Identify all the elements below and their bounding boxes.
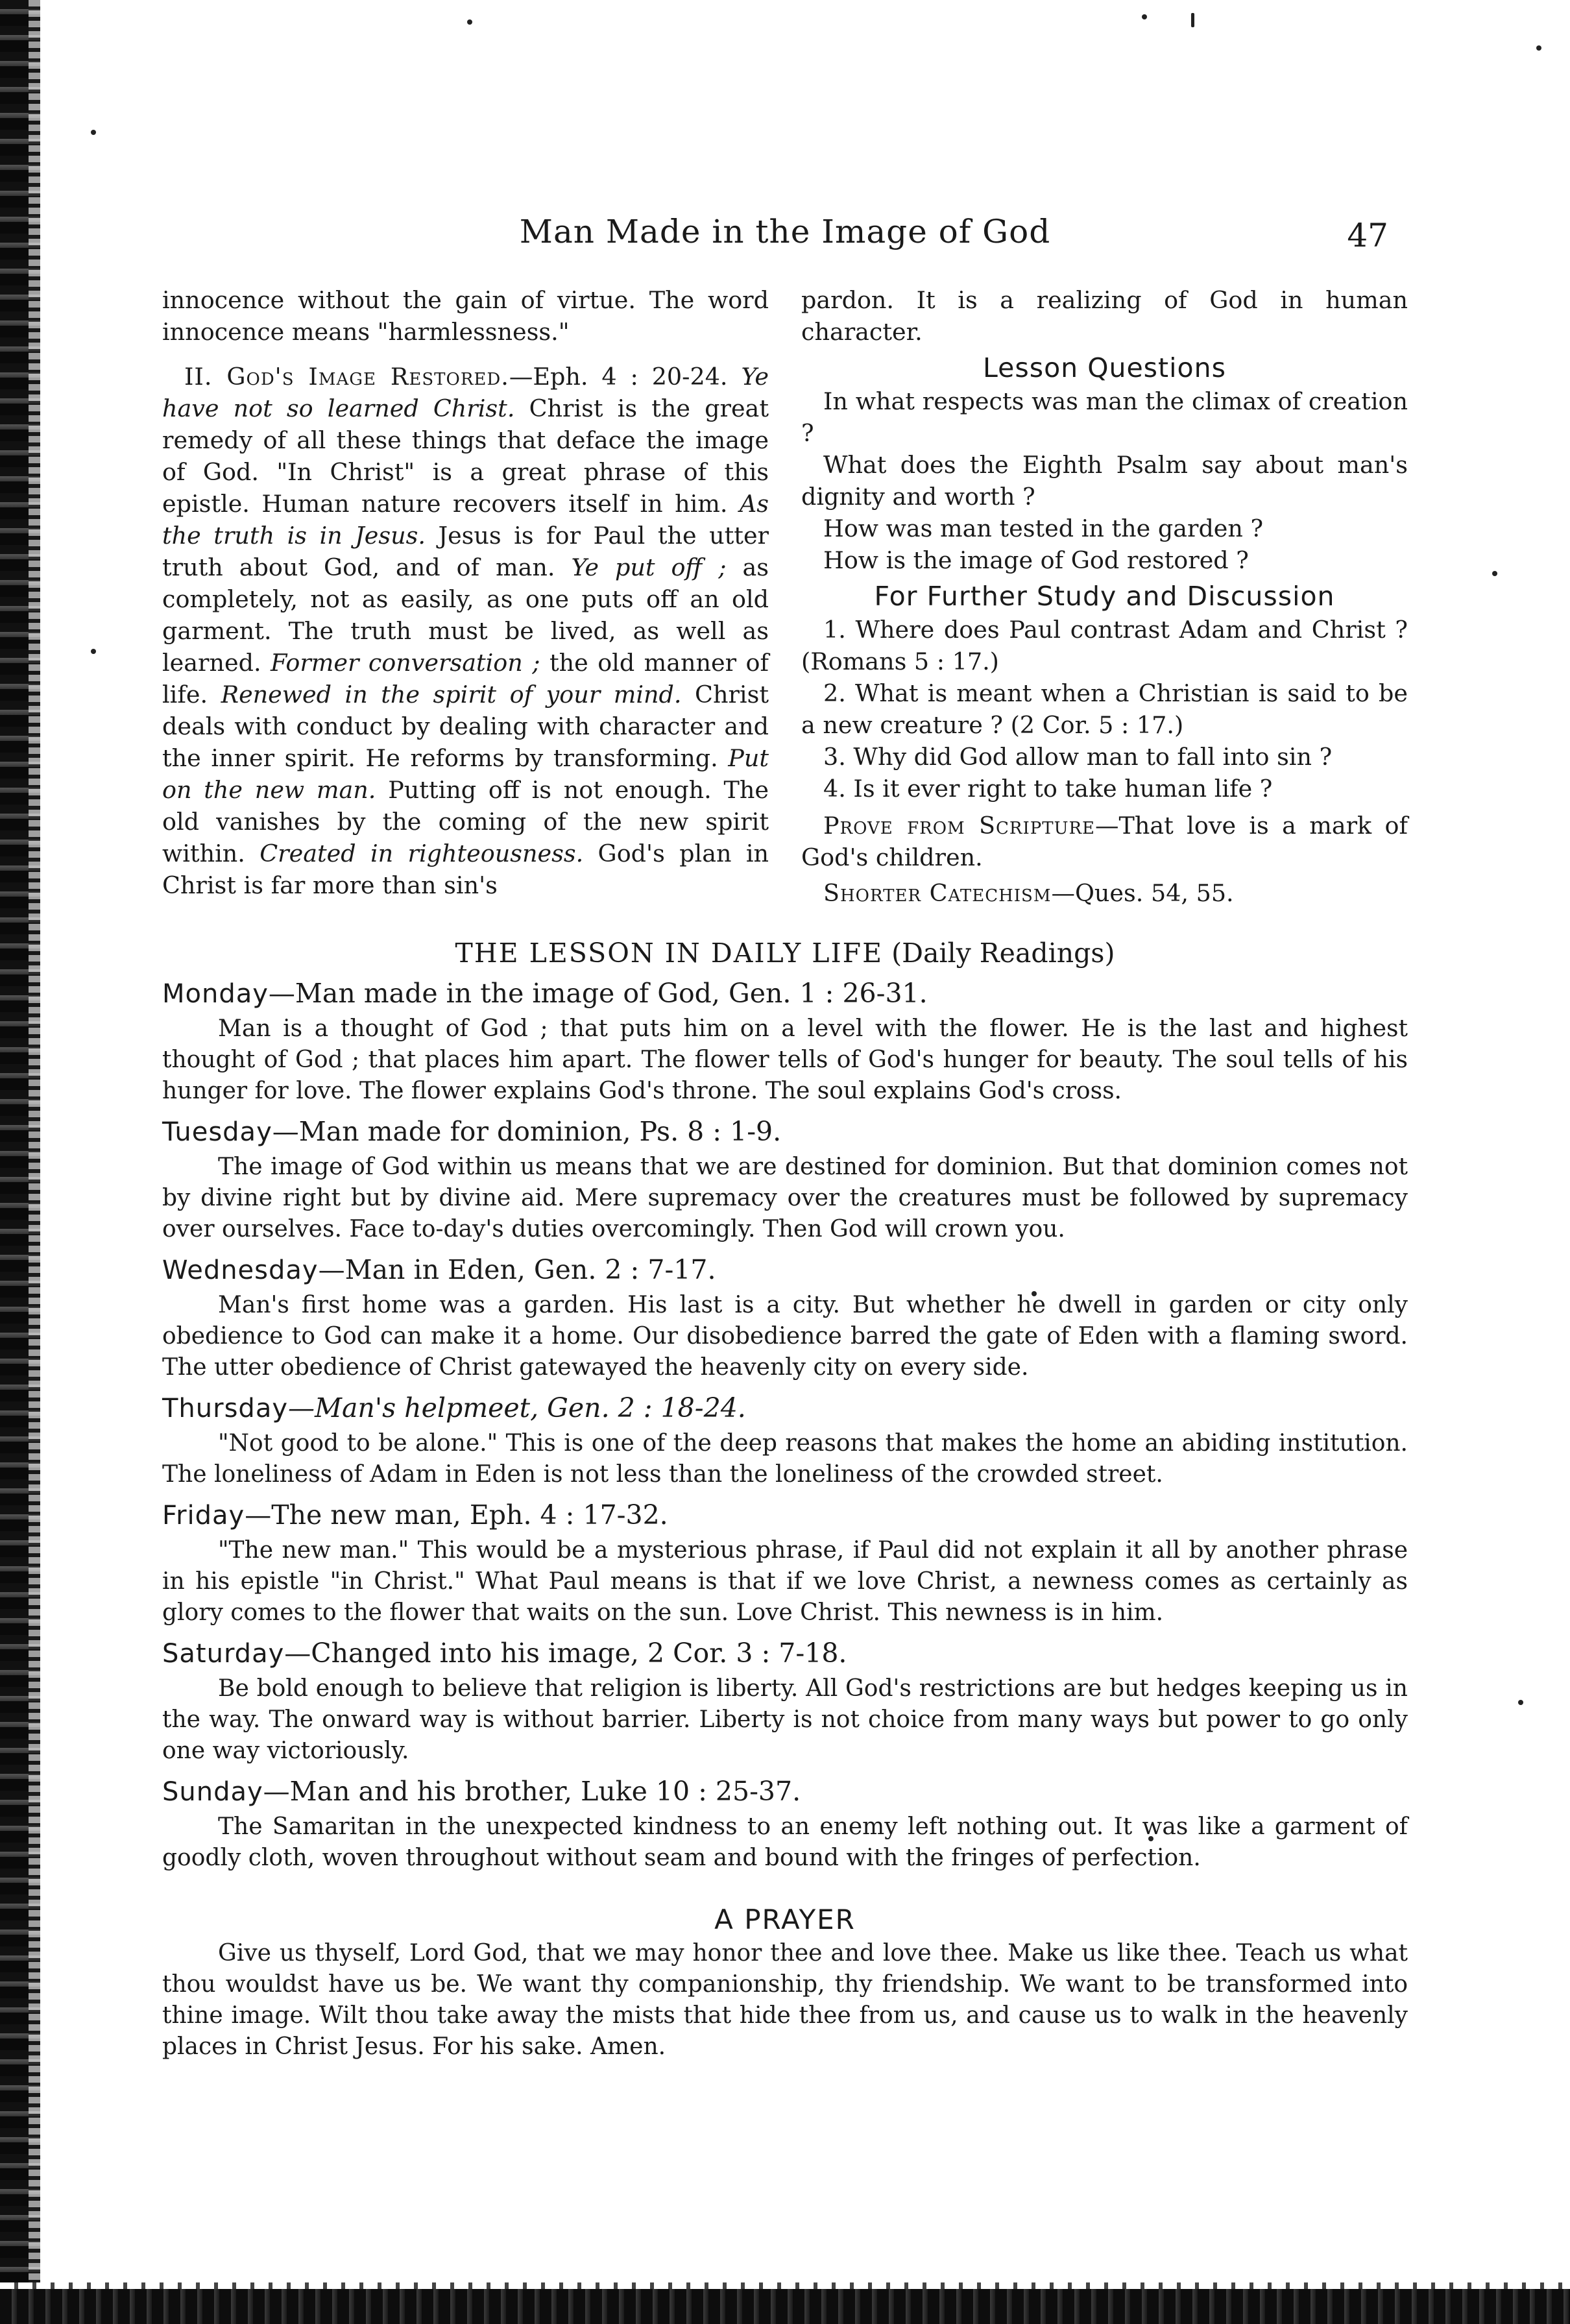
reading-title: —Man and his brother, Luke 10 : 25-37.	[263, 1776, 801, 1807]
day-name: Saturday	[162, 1639, 285, 1669]
daily-life-title: THE LESSON IN DAILY LIFE	[455, 938, 884, 969]
section-ref: —Eph. 4 : 20-24.	[509, 363, 728, 391]
day-name: Tuesday	[162, 1117, 272, 1147]
daily-life-heading	[162, 938, 1408, 969]
day-name: Wednesday	[162, 1255, 319, 1285]
daily-reading-item	[162, 1252, 1408, 1383]
quote-segment: As the truth is in Jesus.	[162, 490, 769, 550]
lesson-questions-list	[801, 385, 1408, 576]
prove-text: —That love is a mark of God's children.	[801, 812, 1408, 871]
daily-life-subheading: (Daily Readings)	[891, 938, 1115, 969]
text-segment: the old manner of life.	[162, 649, 769, 708]
page-bottom-edge	[0, 2289, 1570, 2324]
daily-reading-heading	[162, 1497, 1408, 1534]
reading-text: The Samaritan in the unexpected kindness to an enemy left nothing out. It was like a garment of goodly cloth, woven throughout without seam and bound with the fringes of perfection.	[162, 1813, 1408, 1871]
text-segment: as completely, not as easily, as one puts off an old garment. The truth must be lived, as well as learned.	[162, 553, 769, 677]
daily-reading-heading	[162, 1773, 1408, 1810]
text-segment: Christ is the great remedy of all these things that deface the image of God. "In Christ" is a great phrase of this epistle. Human nature recovers itself in him.	[162, 394, 769, 518]
left-paragraph-2	[162, 361, 769, 901]
left-paragraph-1: innocence without the gain of virtue. The word innocence means "harmlessness."	[162, 286, 769, 346]
prayer-heading: A PRAYER	[714, 1904, 856, 1935]
prayer-text: Give us thyself, Lord God, that we may honor thee and love thee. Make us like thee. Teach us what thou wouldst have us be. We want thy companionship, thy friendship. We want to be transformed into thine image. Wilt thou take away the mists that hide thee from us, and cause us to walk in the heavenly places in Christ Jesus. For his sake. Amen.	[162, 1940, 1408, 2060]
daily-reading-item	[162, 1113, 1408, 1245]
daily-reading-heading	[162, 1252, 1408, 1289]
reading-title: —Man made in the image of God, Gen. 1 : 26-31.	[268, 978, 928, 1009]
day-name: Monday	[162, 979, 269, 1009]
day-name: Sunday	[162, 1777, 263, 1807]
quote-segment: Ye put off ;	[571, 553, 727, 581]
reading-title: —The new man, Eph. 4 : 17-32.	[245, 1499, 668, 1531]
reading-title: —Man in Eden, Gen. 2 : 7-17.	[318, 1254, 716, 1285]
study-question: 1. Where does Paul contrast Adam and Christ ? (Romans 5 : 17.)	[801, 616, 1408, 675]
day-name: Thursday	[162, 1394, 288, 1423]
quote-segment: Renewed in the spirit of your mind.	[221, 681, 682, 708]
two-column-section	[162, 284, 1408, 909]
daily-reading-item	[162, 1497, 1408, 1628]
reading-text: The image of God within us means that we are destined for dominion. But that dominion comes not by divine right but by divine aid. Mere supremacy over the creatures must be followed by supremacy over ourselves. Face to-day's duties overcomingly. Then God will crown you.	[162, 1154, 1408, 1242]
catechism-text: —Ques. 54, 55.	[1051, 879, 1234, 907]
book-binding-edge	[0, 0, 40, 2324]
further-study-heading: For Further Study and Discussion	[874, 581, 1335, 612]
reading-text: "Not good to be alone." This is one of the deep reasons that makes the home an abiding institution. The loneliness of Adam in Eden is not less than the loneliness of the crowded street.	[162, 1430, 1408, 1488]
daily-reading-heading	[162, 1635, 1408, 1672]
lesson-question: In what respects was man the climax of creation ?	[801, 387, 1408, 447]
catechism-label: Shorter Catechism	[823, 879, 1052, 907]
daily-reading-heading	[162, 975, 1408, 1012]
right-column	[801, 284, 1408, 909]
prove-from-scripture	[801, 810, 1408, 873]
page-title: Man Made in the Image of God	[519, 213, 1051, 250]
lesson-question: How was man tested in the garden ?	[823, 514, 1264, 542]
text-segment: Jesus is for Paul the utter truth about God, and of man.	[162, 522, 769, 581]
daily-reading-item	[162, 975, 1408, 1107]
study-question: 3. Why did God allow man to fall into sin ?	[823, 743, 1333, 771]
left-column	[162, 284, 769, 909]
lesson-questions-heading: Lesson Questions	[983, 352, 1226, 383]
reading-title: —Man's helpmeet, Gen. 2 : 18-24.	[288, 1392, 746, 1423]
day-name: Friday	[162, 1501, 245, 1531]
daily-reading-heading	[162, 1390, 1408, 1427]
right-paragraph-1: pardon. It is a realizing of God in human character.	[801, 286, 1408, 346]
daily-reading-item	[162, 1773, 1408, 1874]
page-content	[162, 208, 1408, 2063]
running-header	[162, 208, 1408, 272]
reading-text: "The new man." This would be a mysterious phrase, if Paul did not explain it all by another phrase in his epistle "in Christ." What Paul means is that if we love Christ, a newness comes as certainly as glory comes to the flower that waits on the sun. Love Christ. This newness is in him.	[162, 1537, 1408, 1626]
text-segment: Christ deals with conduct by dealing with character and the inner spirit. He reforms by transforming.	[162, 681, 769, 772]
text-segment: Putting off is not enough. The old vanishes by the coming of the new spirit within.	[162, 776, 769, 867]
reading-text: Man's first home was a garden. His last is a city. But whether he dwell in garden or city only obedience to God can make it a home. Our disobedience barred the gate of Eden with a flaming sword. The utter obedience of Christ gatewayed the heavenly city on every side.	[162, 1292, 1408, 1381]
reading-text: Be bold enough to believe that religion is liberty. All God's restrictions are but hedges keeping us in the way. The onward way is without barrier. Liberty is not choice from many ways but power to go only one way victoriously.	[162, 1675, 1408, 1764]
daily-readings	[162, 975, 1408, 1874]
daily-reading-heading	[162, 1113, 1408, 1150]
daily-reading-item	[162, 1635, 1408, 1767]
text-segment: God's plan in Christ is far more than sin's	[162, 840, 769, 899]
reading-text: Man is a thought of God ; that puts him on a level with the flower. He is the last and highest thought of God ; that places him apart. The flower tells of God's hunger for beauty. The soul tells of his hunger for love. The flower explains God's throne. The soul explains God's cross.	[162, 1015, 1408, 1104]
study-question: 4. Is it ever right to take human life ?	[823, 775, 1273, 803]
daily-reading-item	[162, 1390, 1408, 1490]
prove-label: Prove from Scripture	[823, 812, 1096, 840]
quote-segment: Put on the new man.	[162, 744, 769, 804]
quote-segment: Ye have not so learned Christ.	[162, 363, 769, 422]
lesson-question: What does the Eighth Psalm say about man's dignity and worth ?	[801, 451, 1408, 511]
quote-segment: Former conversation ;	[271, 649, 540, 677]
reading-title: —Man made for dominion, Ps. 8 : 1-9.	[272, 1116, 782, 1147]
shorter-catechism	[801, 877, 1408, 909]
quote-segment: Created in righteousness.	[260, 840, 584, 867]
lesson-question: How is the image of God restored ?	[823, 546, 1249, 574]
page-number: 47	[1347, 217, 1388, 254]
reading-title: —Changed into his image, 2 Cor. 3 : 7-18.	[284, 1638, 847, 1669]
study-question: 2. What is meant when a Christian is said to be a new creature ? (2 Cor. 5 : 17.)	[801, 679, 1408, 739]
section-label: II. God's Image Restored.	[184, 363, 509, 391]
further-study-list	[801, 614, 1408, 805]
